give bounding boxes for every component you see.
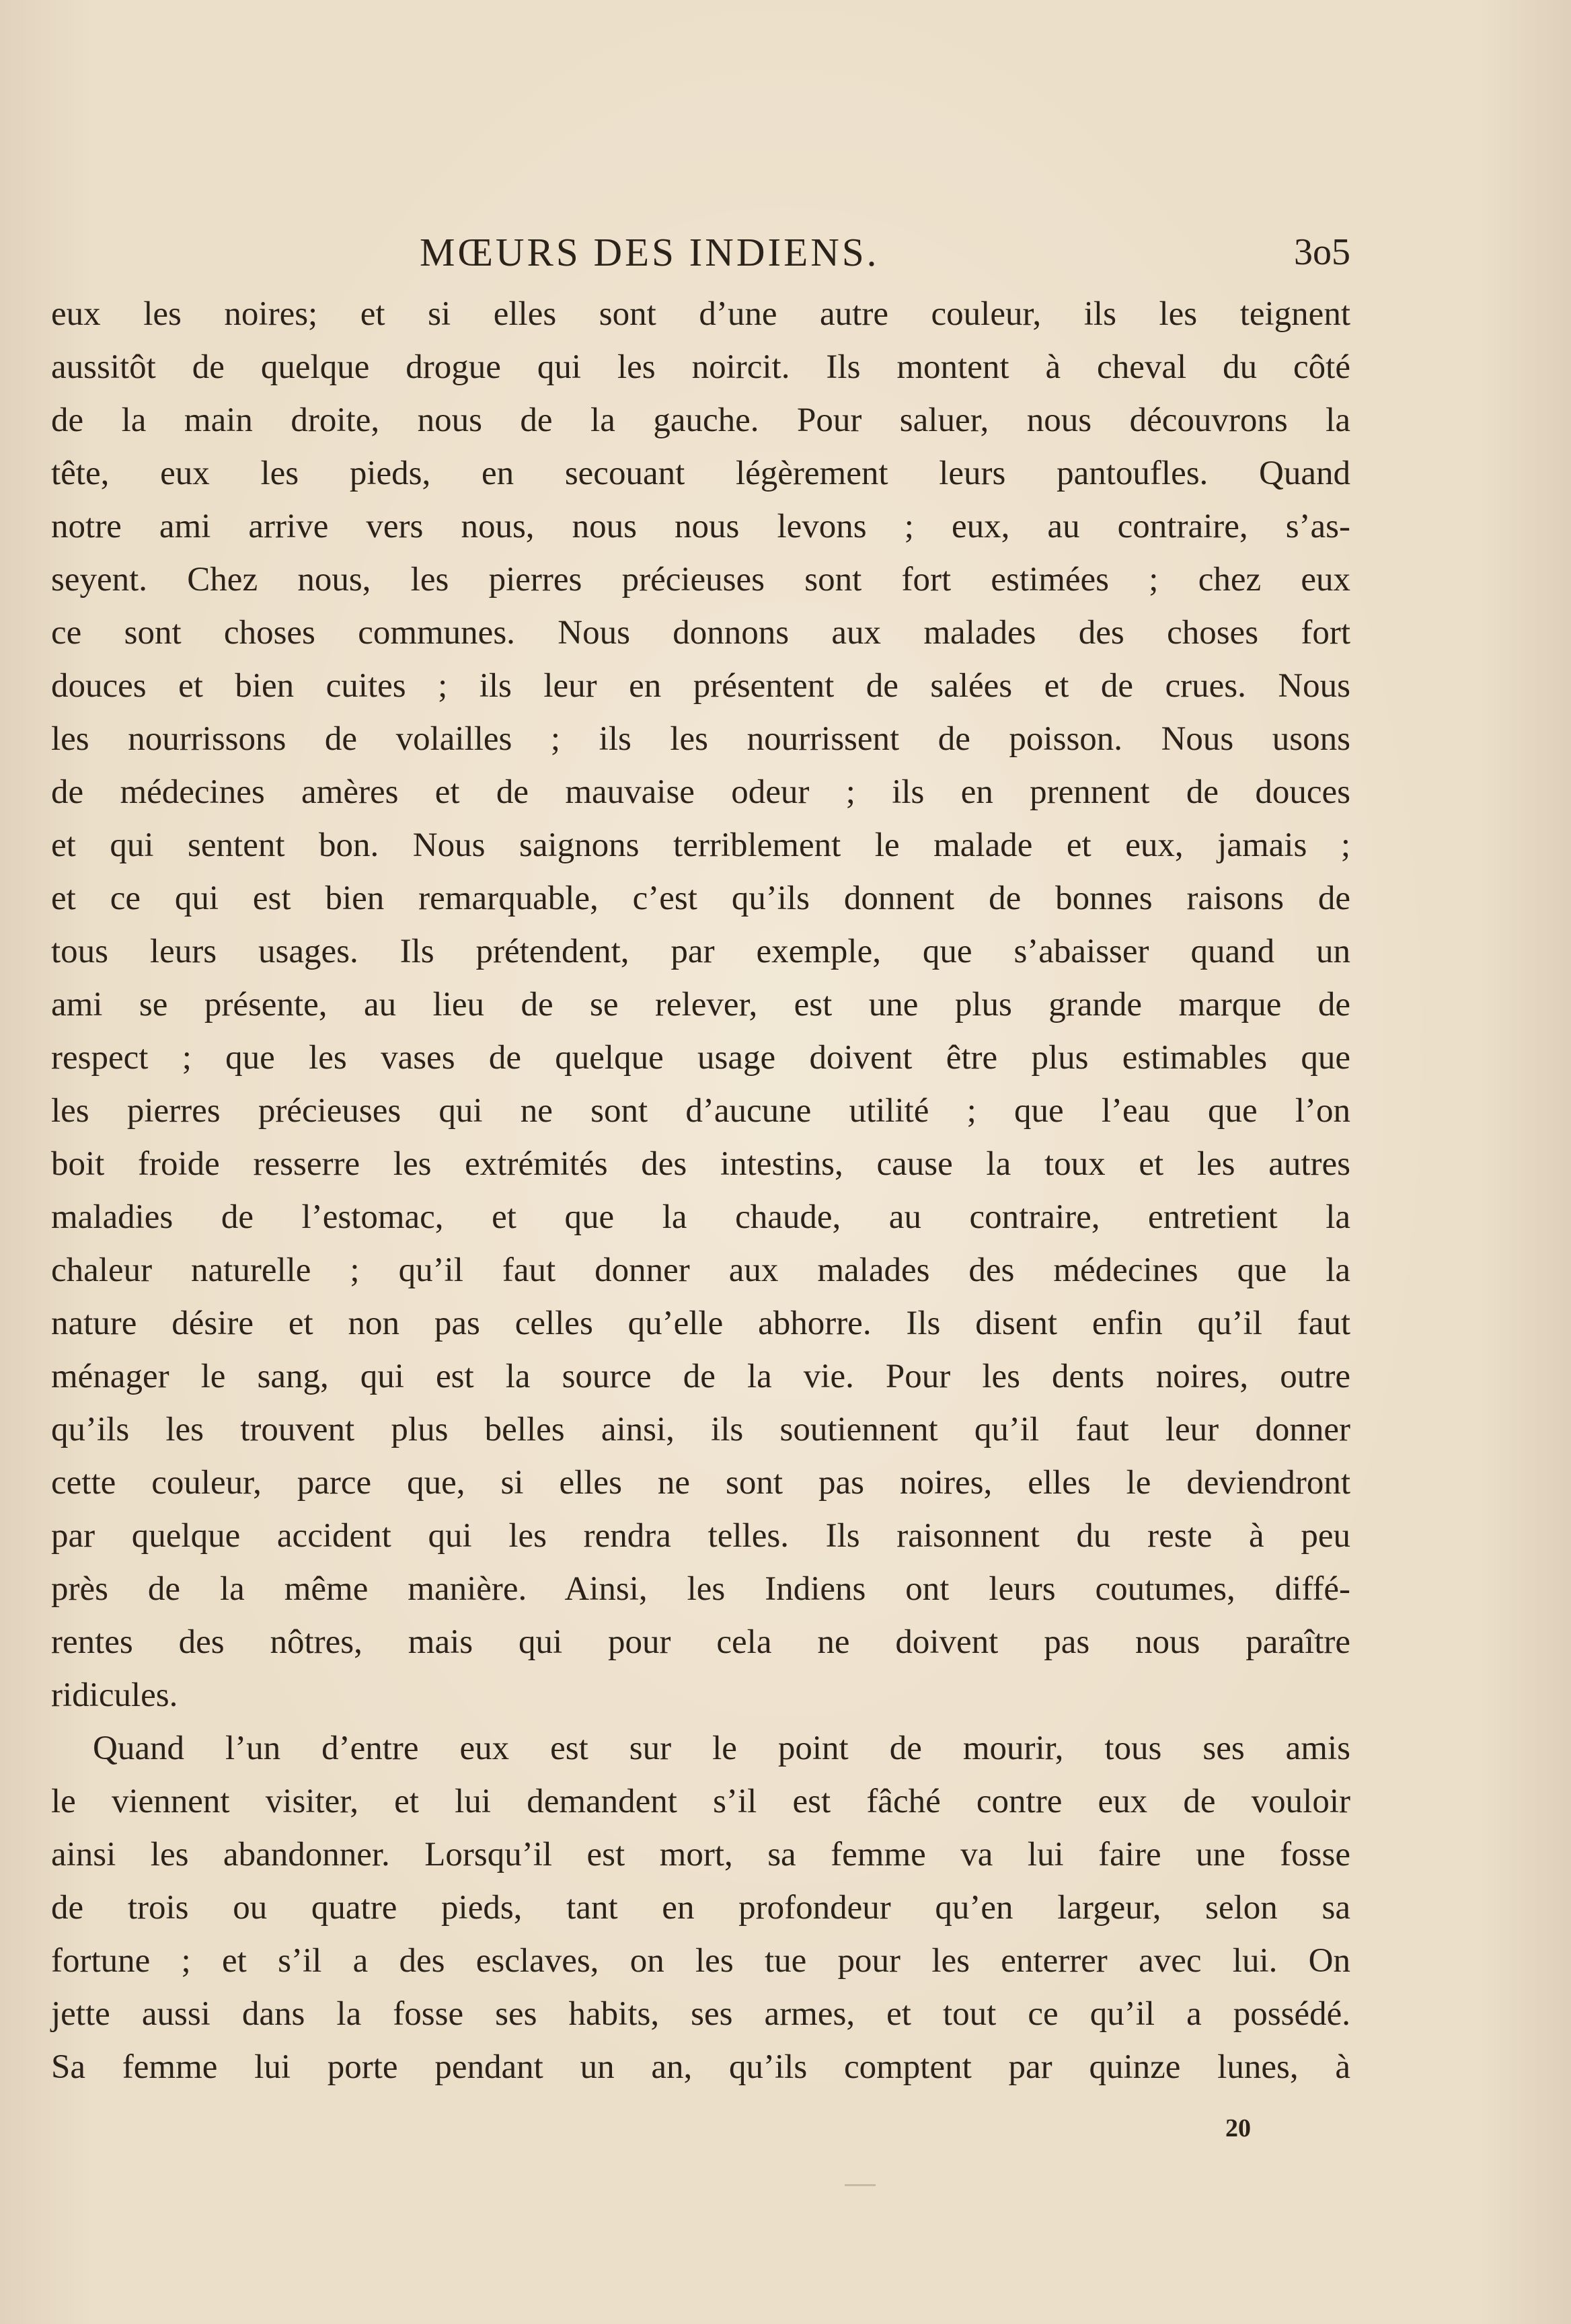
text-line: les pierres précieuses qui ne sont d’aucune utilité ; que l’eau que l’on (51, 1092, 1350, 1130)
text-line: de médecines amères et de mauvaise odeur ; ils en prennent de douces (51, 773, 1350, 811)
text-line: qu’ils les trouvent plus belles ainsi, ils soutiennent qu’il faut leur donner (51, 1411, 1350, 1448)
text-line: près de la même manière. Ainsi, les Indiens ont leurs coutumes, diffé- (51, 1570, 1350, 1608)
ink-smudge (845, 2184, 876, 2186)
text-line: eux les noires; et si elles sont d’une autre couleur, ils les teignent (51, 295, 1350, 333)
text-line: ainsi les abandonner. Lorsqu’il est mort, sa femme va lui faire une fosse (51, 1836, 1350, 1873)
text-line: ménager le sang, qui est la source de la vie. Pour les dents noires, outre (51, 1358, 1350, 1395)
text-line: nature désire et non pas celles qu’elle abhorre. Ils disent enfin qu’il faut (51, 1305, 1350, 1342)
running-title: MŒURS DES INDIENS. (420, 230, 880, 274)
text-line: cette couleur, parce que, si elles ne sont pas noires, elles le deviendront (51, 1464, 1350, 1502)
text-line: fortune ; et s’il a des esclaves, on les tue pour les enterrer avec lui. On (51, 1942, 1350, 1980)
text-line: tête, eux les pieds, en secouant légèrement leurs pantoufles. Quand (51, 455, 1350, 492)
text-line: et qui sentent bon. Nous saignons terriblement le malade et eux, jamais ; (51, 826, 1350, 864)
text-line: ami se présente, au lieu de se relever, est une plus grande marque de (51, 986, 1350, 1023)
page-number: 3o5 (1294, 231, 1350, 273)
text-line: douces et bien cuites ; ils leur en présentent de salées et de crues. Nous (51, 667, 1350, 705)
text-line: Sa femme lui porte pendant un an, qu’ils comptent par quinze lunes, à (51, 2048, 1350, 2086)
text-line: aussitôt de quelque drogue qui les noircit. Ils montent à cheval du côté (51, 348, 1350, 386)
body-text (51, 288, 1350, 2094)
text-line: le viennent visiter, et lui demandent s’il est fâché contre eux de vouloir (51, 1783, 1350, 1820)
text-line: par quelque accident qui les rendra telles. Ils raisonnent du reste à peu (51, 1517, 1350, 1555)
text-line: notre ami arrive vers nous, nous nous levons ; eux, au contraire, s’as- (51, 508, 1350, 545)
text-line: les nourrissons de volailles ; ils les nourrissent de poisson. Nous usons (51, 720, 1350, 758)
text-line: respect ; que les vases de quelque usage doivent être plus estimables que (51, 1039, 1350, 1077)
text-line: et ce qui est bien remarquable, c’est qu’ils donnent de bonnes raisons de (51, 880, 1350, 917)
text-line: de la main droite, nous de la gauche. Pour saluer, nous découvrons la (51, 401, 1350, 439)
text-line: jette aussi dans la fosse ses habits, ses armes, et tout ce qu’il a possédé. (51, 1995, 1350, 2033)
text-line: ridicules. (51, 1676, 178, 1714)
text-line: tous leurs usages. Ils prétendent, par exemple, que s’abaisser quand un (51, 933, 1350, 970)
signature-mark: 20 (1225, 2114, 1251, 2142)
text-line: Quand l’un d’entre eux est sur le point de mourir, tous ses amis (93, 1730, 1350, 1767)
running-head (51, 222, 1350, 282)
text-line: maladies de l’estomac, et que la chaude, au contraire, entretient la (51, 1198, 1350, 1236)
text-line: chaleur naturelle ; qu’il faut donner aux malades des médecines que la (51, 1251, 1350, 1289)
text-line: ce sont choses communes. Nous donnons aux malades des choses fort (51, 614, 1350, 652)
text-line: de trois ou quatre pieds, tant en profondeur qu’en largeur, selon sa (51, 1889, 1350, 1927)
text-line: seyent. Chez nous, les pierres précieuses sont fort estimées ; chez eux (51, 561, 1350, 598)
text-line: boit froide resserre les extrémités des intestins, cause la toux et les autres (51, 1145, 1350, 1183)
text-line: rentes des nôtres, mais qui pour cela ne doivent pas nous paraître (51, 1623, 1350, 1661)
